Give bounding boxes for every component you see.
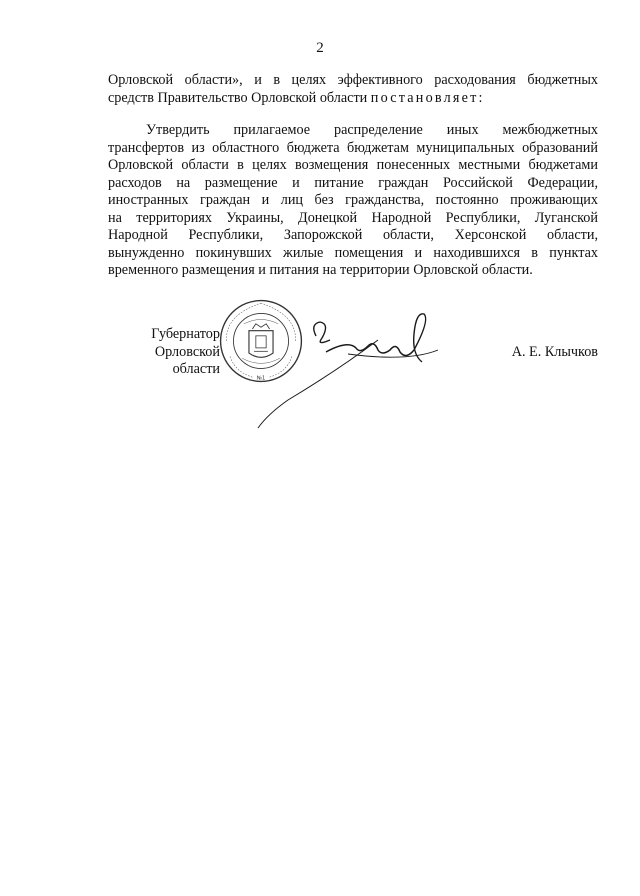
decree-word: постановляет:: [370, 89, 485, 106]
intro-line-2: [108, 90, 598, 108]
main-line-3: Орловской области в целях возмещения понесенных местными бюджетами: [108, 157, 598, 173]
main-line-5: иностранных граждан и лиц без гражданства, постоянно проживающих: [108, 192, 598, 208]
main-line-6: на территориях Украины, Донецкой Народной Республики, Луганской: [108, 209, 598, 226]
main-line-9: временного размещения и питания на территории Орловской области.: [108, 262, 533, 278]
intro-paragraph: [108, 72, 598, 107]
signature-block: [108, 320, 598, 430]
governor-title: [108, 326, 220, 379]
main-line-4: расходов на размещение и питание граждан Российской Федерации,: [108, 174, 598, 191]
governor-title-line-1: Губернатор: [151, 326, 220, 342]
main-line-1: Утвердить прилагаемое распределение иных межбюджетных: [146, 122, 598, 138]
governor-title-line-2: Орловской области: [154, 343, 220, 377]
main-line-2: трансфертов из областного бюджета бюджетам муниципальных образований: [108, 139, 598, 156]
handwritten-signature-icon: [208, 310, 438, 430]
page-number: 2: [316, 40, 324, 56]
governor-name: А. Е. Клычков: [511, 344, 598, 360]
main-paragraph: [108, 122, 598, 280]
main-line-8: вынужденно покинувших жилые помещения и находившихся в пунктах: [108, 244, 598, 261]
svg-text:№1: №1: [256, 375, 266, 382]
intro-line-2-text: средств Правительство Орловской области: [108, 89, 368, 106]
intro-line-1: Орловской области», и в целях эффективного расходования бюджетных: [108, 72, 598, 88]
main-line-7: Народной Республики, Запорожской области, Херсонской области,: [108, 227, 598, 243]
